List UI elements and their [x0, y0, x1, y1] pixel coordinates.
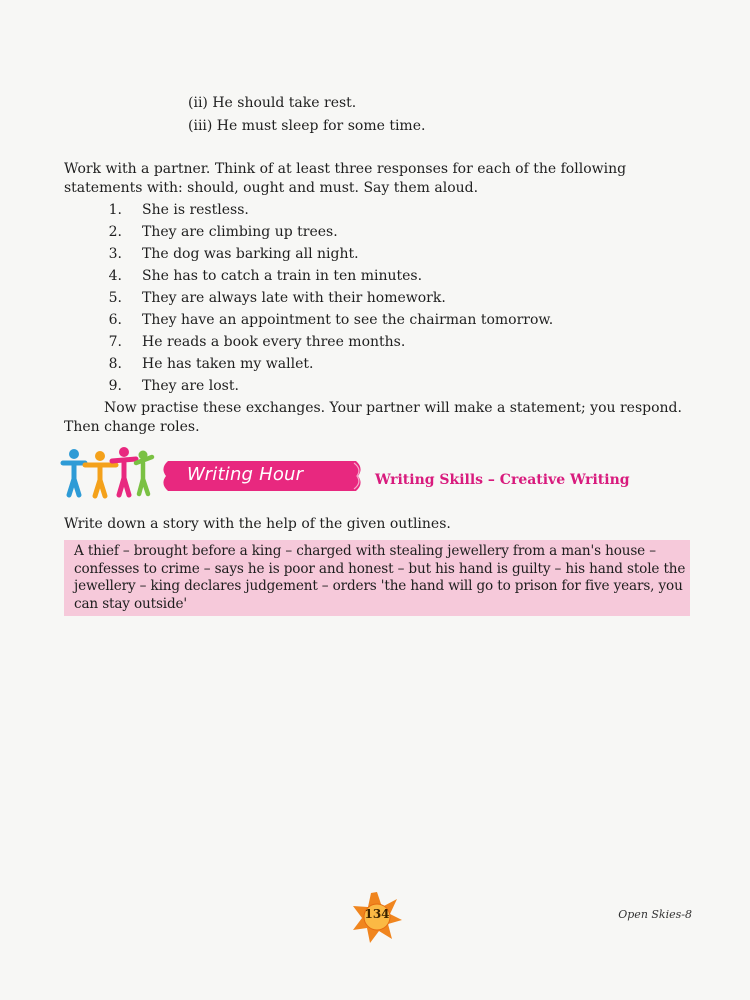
list-item — [98, 290, 446, 306]
section-skills-label: Writing Skills – Creative Writing — [375, 472, 630, 488]
list-item-text: They are lost. — [142, 378, 239, 394]
list-item-number: 9. — [108, 378, 122, 394]
practice-paragraph: Now practise these exchanges. Your partner will make a statement; you respond. Then change roles. — [64, 400, 682, 435]
list-item-text: They have an appointment to see the chairman tomorrow. — [142, 312, 554, 328]
list-item-number: 1. — [108, 202, 122, 218]
list-item-number: 3. — [108, 246, 122, 262]
instruction-paragraph: Work with a partner. Think of at least three responses for each of the following statements with: should, ought and must. Say them aloud. — [64, 161, 627, 196]
list-item-text: They are always late with their homework. — [142, 290, 446, 306]
list-item-text: They are climbing up trees. — [142, 224, 338, 240]
list-item — [98, 312, 553, 328]
list-item-text: He reads a book every three months. — [142, 334, 406, 350]
list-item-text: She has to catch a train in ten minutes. — [142, 268, 423, 284]
page-number: 134 — [364, 907, 390, 921]
list-item-number: 7. — [108, 334, 122, 350]
list-item-number: 4. — [108, 268, 122, 284]
book-title: Open Skies-8 — [618, 908, 692, 921]
children-holding-hands-icon — [60, 445, 156, 501]
list-item-text: He has taken my wallet. — [142, 356, 314, 372]
list-item-number: 6. — [108, 312, 122, 328]
list-item-text: She is restless. — [142, 202, 249, 218]
list-item — [98, 334, 405, 350]
list-item — [98, 356, 313, 372]
sub-item-iii: (iii) He must sleep for some time. — [188, 118, 426, 134]
list-item-number: 2. — [108, 224, 122, 240]
list-item — [98, 224, 338, 240]
sub-item-ii: (ii) He should take rest. — [188, 95, 357, 111]
list-item — [98, 378, 239, 394]
list-item-number: 5. — [108, 290, 122, 306]
task-instruction: Write down a story with the help of the given outlines. — [64, 516, 451, 532]
list-item — [98, 246, 359, 262]
list-item — [98, 202, 249, 218]
list-item-text: The dog was barking all night. — [142, 246, 359, 262]
list-item — [98, 268, 422, 284]
story-outline-text: A thief – brought before a king – charged with stealing jewellery from a man's house – confesses to crime – says he is poor and honest – but his hand is guilty – his hand stole the jewellery – king declares judgement – orders 'the hand will go to prison for five years, you can stay outside' — [74, 543, 686, 612]
list-item-number: 8. — [108, 356, 122, 372]
section-banner-label: Writing Hour — [187, 464, 304, 485]
